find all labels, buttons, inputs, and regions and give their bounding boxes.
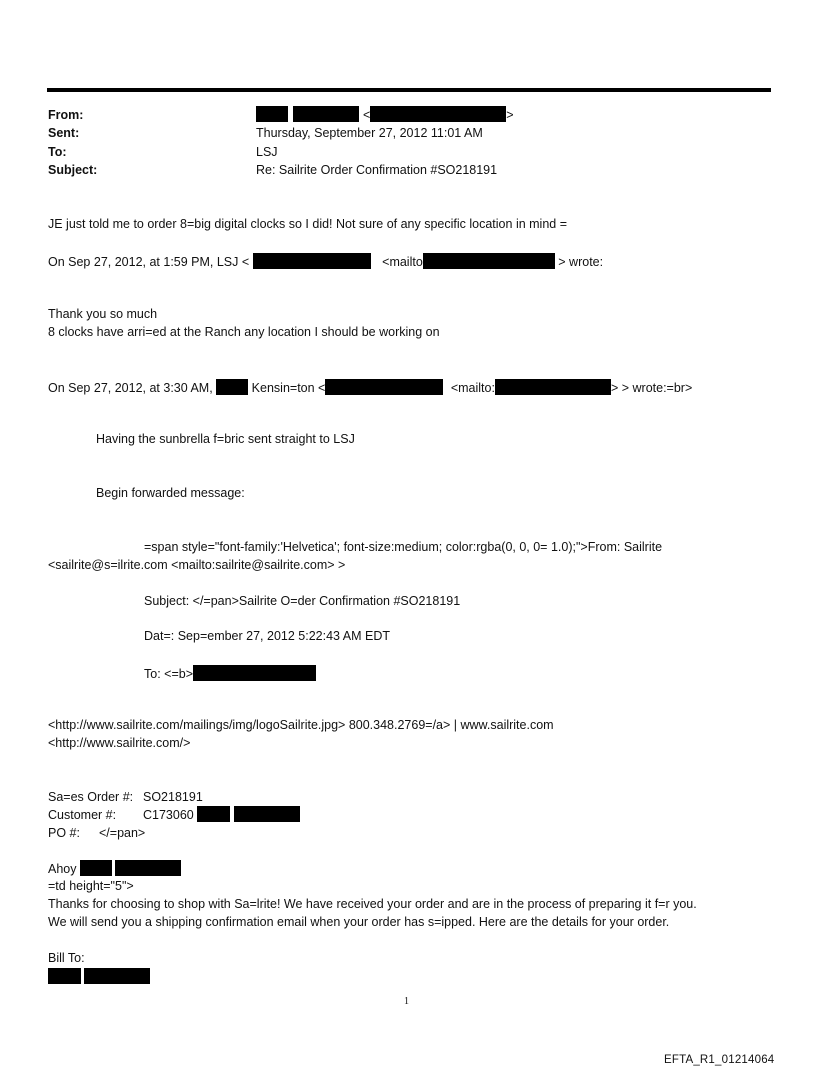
body-sunbrella: Having the sunbrella f=bric sent straight to LSJ xyxy=(96,432,355,446)
redaction-box xyxy=(216,379,248,395)
redaction-box xyxy=(84,968,150,984)
redaction-box xyxy=(115,860,181,876)
body-line-clocks-order: JE just told me to order 8=big digital clocks so I did! Not sure of any specific location in mind = xyxy=(48,217,568,231)
redaction-box xyxy=(193,665,316,681)
redaction-box xyxy=(495,379,611,395)
redaction-box xyxy=(80,860,112,876)
fwd-to: To: <=b> xyxy=(144,665,316,681)
greeting-ahoy: Ahoy xyxy=(48,860,181,876)
reply-header-lsj: On Sep 27, 2012, at 1:59 PM, LSJ < <mailto > wrote: xyxy=(48,255,604,269)
from-value: < > xyxy=(256,106,514,122)
body-begin-forwarded: Begin forwarded message: xyxy=(96,486,245,500)
from-label: From: xyxy=(48,108,84,122)
sent-label: Sent: xyxy=(48,126,80,140)
to-value: LSJ xyxy=(256,145,278,159)
sailrite-url: <http://www.sailrite.com/> xyxy=(48,736,191,750)
body-thanks-shop: Thanks for choosing to shop with Sa=lrite! We have received your order and are in the process of preparing it f=r you. xyxy=(48,897,697,911)
redaction-box xyxy=(293,106,359,122)
po-value: </=pan> xyxy=(99,826,146,840)
header-rule xyxy=(47,88,771,92)
redaction-box xyxy=(197,806,230,822)
to-label: To: xyxy=(48,145,67,159)
po-label: PO #: xyxy=(48,826,80,840)
document-id-footer: EFTA_R1_01214064 xyxy=(664,1054,775,1066)
redaction-box xyxy=(370,106,506,122)
fwd-date: Dat=: Sep=ember 27, 2012 5:22:43 AM EDT xyxy=(144,629,390,643)
redaction-box xyxy=(256,106,288,122)
fwd-subject: Subject: </=pan>Sailrite O=der Confirmation #SO218191 xyxy=(144,594,461,608)
redaction-box xyxy=(325,379,443,395)
customer-value: C173060 xyxy=(143,806,300,822)
redaction-box xyxy=(48,968,81,984)
logo-link-line: <http://www.sailrite.com/mailings/img/logoSailrite.jpg> 800.348.2769=/a> | www.sailrite.com xyxy=(48,718,554,732)
fwd-span-line: =span style="font-family:'Helvetica'; font-size:medium; color:rgba(0, 0, 0= 1.0);">From: Sailrite xyxy=(144,540,663,554)
body-thanks: Thank you so much xyxy=(48,307,158,321)
sales-order-value: SO218191 xyxy=(143,790,203,804)
sent-value: Thursday, September 27, 2012 11:01 AM xyxy=(256,126,483,140)
customer-label: Customer #: xyxy=(48,808,117,822)
bill-to-label: Bill To: xyxy=(48,951,85,965)
body-shipping-note: We will send you a shipping confirmation email when your order has s=ipped. Here are the details for your order. xyxy=(48,915,670,929)
subject-label: Subject: xyxy=(48,163,98,177)
redaction-box xyxy=(423,253,555,269)
reply-header-kensington: On Sep 27, 2012, at 3:30 AM, Kensin=ton < <mailto: > > wrote:=br> xyxy=(48,381,693,395)
subject-value: Re: Sailrite Order Confirmation #SO218191 xyxy=(256,163,498,177)
body-clocks-arrived: 8 clocks have arri=ed at the Ranch any location I should be working on xyxy=(48,325,440,339)
redaction-box xyxy=(253,253,371,269)
redaction-box xyxy=(234,806,300,822)
page-number: 1 xyxy=(404,996,409,1007)
td-height-artifact: =td height="5"> xyxy=(48,879,134,893)
fwd-sailrite-email: <sailrite@s=ilrite.com <mailto:sailrite@sailrite.com> > xyxy=(48,558,346,572)
bill-to-name xyxy=(48,968,150,984)
sales-order-label: Sa=es Order #: xyxy=(48,790,134,804)
